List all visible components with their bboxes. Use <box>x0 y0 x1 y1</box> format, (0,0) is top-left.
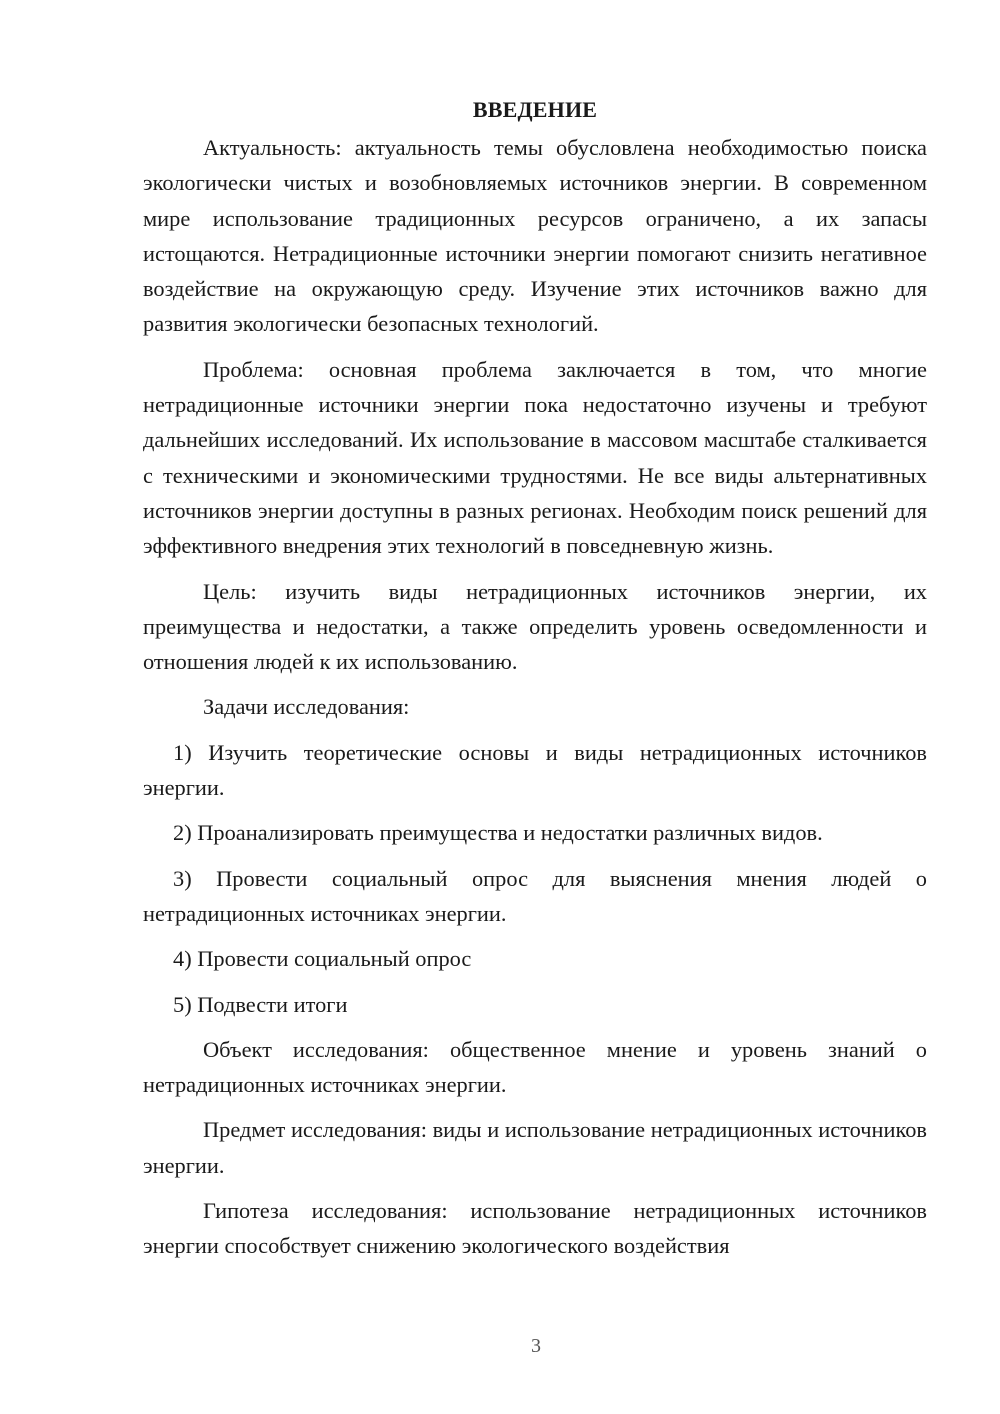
tasks-list <box>143 735 927 1022</box>
section-title: ВВЕДЕНИЕ <box>472 97 598 122</box>
subject-paragraph: Предмет исследования: виды и использование нетрадиционных источников энергии. <box>143 1117 927 1178</box>
task-item-3: 3) Провести социальный опрос для выяснения мнения людей о нетрадиционных источниках энергии. <box>143 865 927 926</box>
task-item-4: 4) Провести социальный опрос <box>173 946 472 972</box>
goal-paragraph: Цель: изучить виды нетрадиционных источников энергии, их преимущества и недостатки, а также определить уровень осведомленности и отношения людей к их использованию. <box>143 578 927 675</box>
task-item-1: 1) Изучить теоретические основы и виды нетрадиционных источников энергии. <box>143 739 927 801</box>
problem-paragraph: Проблема: основная проблема заключается в том, что многие нетрадиционные источники энергии пока недостаточно изучены и требуют дальнейших исследований. Их использование в массовом масштабе сталкивается с техническими и экономическими трудностями. Не все виды альтернативных источников энергии доступны в разных регионах. Необходим поиск решений для эффективного внедрения этих технологий в повседневную жизнь. <box>143 356 927 559</box>
relevance-paragraph: Актуальность: актуальность темы обусловлена необходимостью поиска экологически чистых и возобновляемых источников энергии. В современном мире использование традиционных ресурсов ограничено, а их запасы истощаются. Нетрадиционные источники энергии помогают снизить негативное воздействие на окружающую среду. Изучение этих источников важно для развития экологически безопасных технологий. <box>143 135 927 337</box>
task-item-2: 2) Проанализировать преимущества и недостатки различных видов. <box>173 820 823 846</box>
tasks-heading: Задачи исследования: <box>203 694 410 720</box>
document-body <box>143 92 927 1274</box>
task-item-5: 5) Подвести итоги <box>173 991 348 1017</box>
object-paragraph: Объект исследования: общественное мнение и уровень знаний о нетрадиционных источниках энергии. <box>143 1036 927 1098</box>
hypothesis-paragraph: Гипотеза исследования: использование нетрадиционных источников энергии способствует снижению экологического воздействия <box>143 1198 927 1259</box>
page-number: 3 <box>531 1335 541 1357</box>
